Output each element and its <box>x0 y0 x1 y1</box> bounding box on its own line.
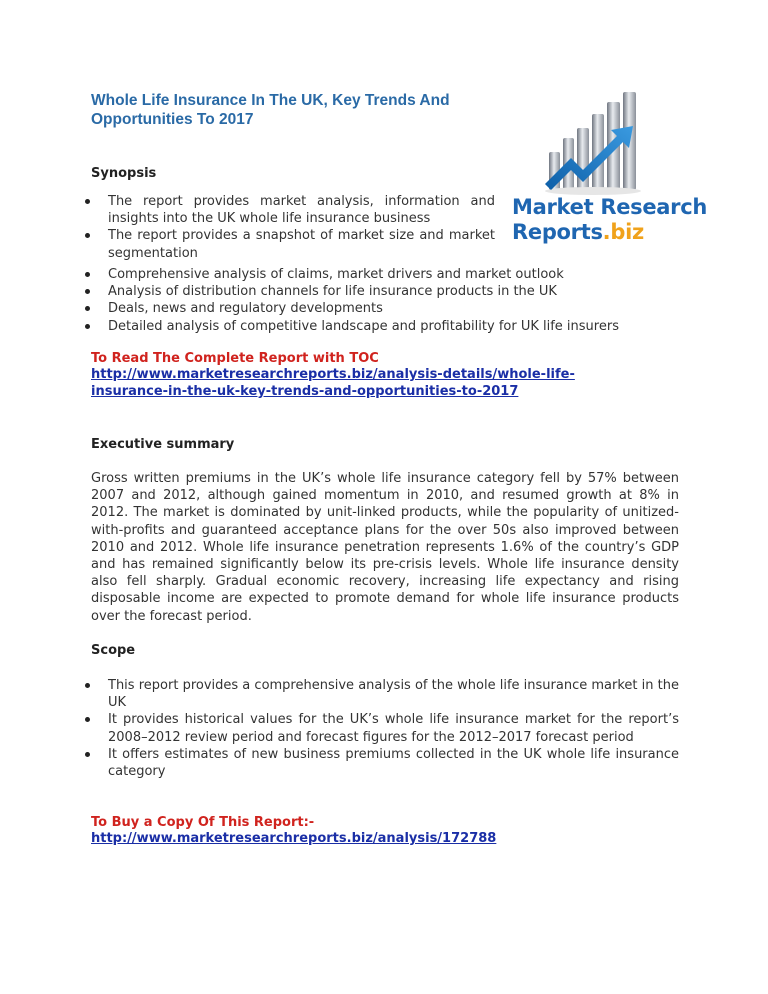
bullet-icon <box>85 306 90 311</box>
logo-text-reports: Reports <box>512 220 603 244</box>
synopsis-list-wide <box>91 266 679 335</box>
read-report-link[interactable] <box>91 366 691 400</box>
list-item: It provides historical values for the UK’s whole life insurance market for the report’s 2008–2012 review period and forecast figures for the 2012–2017 forecast period <box>91 711 679 745</box>
logo-text-biz: .biz <box>602 220 644 244</box>
logo-text-line-1: Market Research <box>512 195 708 219</box>
list-item: Analysis of distribution channels for life insurance products in the UK <box>91 283 679 300</box>
synopsis-heading: Synopsis <box>91 166 157 181</box>
buy-report-block <box>91 815 691 847</box>
read-report-block <box>91 351 691 400</box>
bullet-icon <box>85 324 90 329</box>
scope-list <box>91 677 679 780</box>
bullet-icon <box>85 233 90 238</box>
synopsis-list-narrow <box>91 193 495 262</box>
list-item: The report provides a snapshot of market size and market segmentation <box>91 227 495 261</box>
logo-text-line-2 <box>512 220 644 244</box>
list-item: It offers estimates of new business premiums collected in the UK whole life insurance category <box>91 746 679 780</box>
buy-report-label: To Buy a Copy Of This Report:- <box>91 815 315 830</box>
bullet-icon <box>85 289 90 294</box>
title-line-1: Whole Life Insurance In The UK, Key Trends And <box>91 92 450 109</box>
list-item: The report provides market analysis, information and insights into the UK whole life insurance business <box>91 193 495 227</box>
list-item: Comprehensive analysis of claims, market drivers and market outlook <box>91 266 679 283</box>
bullet-icon <box>85 272 90 277</box>
list-item: Detailed analysis of competitive landscape and profitability for UK life insurers <box>91 318 679 335</box>
scope-heading: Scope <box>91 643 136 658</box>
title-line-2: Opportunities To 2017 <box>91 111 254 128</box>
bullet-icon <box>85 752 90 757</box>
bullet-icon <box>85 199 90 204</box>
bullet-icon <box>85 683 90 688</box>
list-item: Deals, news and regulatory developments <box>91 300 679 317</box>
read-report-link-line-2: insurance-in-the-uk-key-trends-and-opportunities-to-2017 <box>91 384 519 399</box>
list-item: This report provides a comprehensive analysis of the whole life insurance market in the UK <box>91 677 679 711</box>
document-title <box>91 91 511 129</box>
buy-report-link[interactable]: http://www.marketresearchreports.biz/analysis/172788 <box>91 831 497 846</box>
read-report-label: To Read The Complete Report with TOC <box>91 351 379 366</box>
executive-summary-heading: Executive summary <box>91 437 235 452</box>
read-report-link-line-1: http://www.marketresearchreports.biz/analysis-details/whole-life- <box>91 367 575 382</box>
bullet-icon <box>85 717 90 722</box>
executive-summary-text: Gross written premiums in the UK’s whole life insurance category fell by 57% between 2007 and 2012, although gained momentum in 2010, and resumed growth at 8% in 2012. The market is dominated by unit-linked products, while the popularity of unitized-with-profits and guaranteed acceptance plans for the over 50s also improved between 2010 and 2012. Whole life insurance penetration represents 1.6% of the country’s GDP and has remained significantly below its pre-crisis levels. Whole life insurance density also fell sharply. Gradual economic recovery, increasing life expectancy and rising disposable income are expected to promote demand for whole life insurance products over the forecast period. <box>91 471 679 624</box>
